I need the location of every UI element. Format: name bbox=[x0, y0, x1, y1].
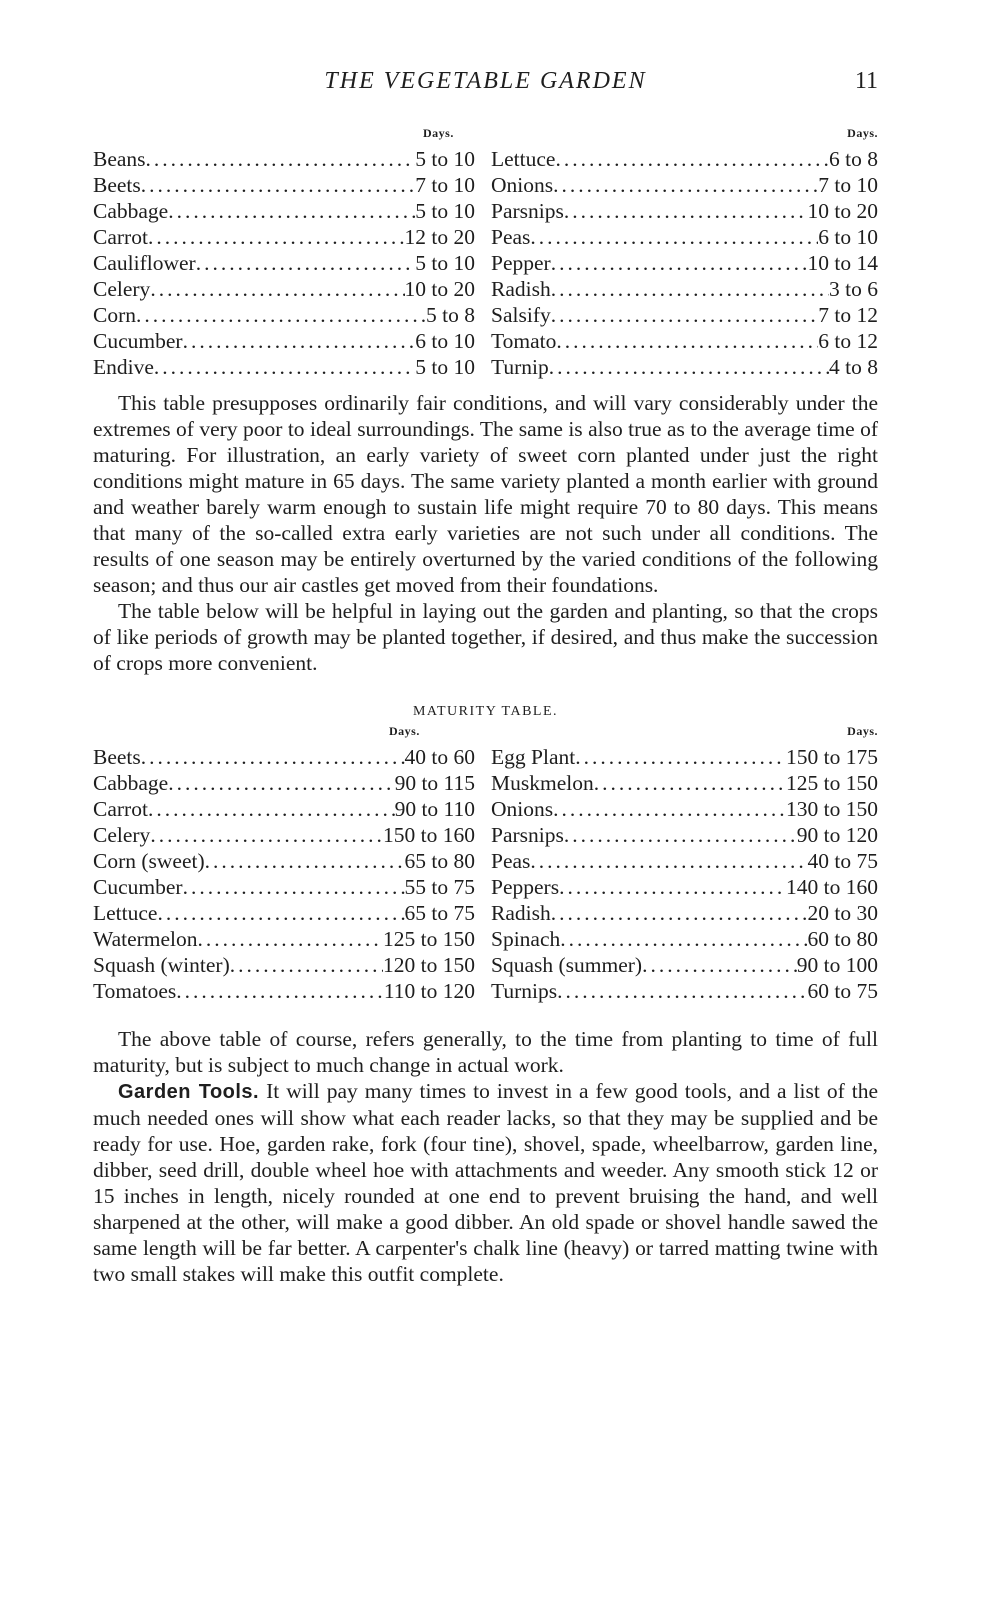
days-value: 125 to 150 bbox=[786, 771, 878, 795]
table-row bbox=[491, 952, 878, 978]
days-value: 40 to 75 bbox=[807, 849, 878, 873]
book-page bbox=[93, 68, 878, 1287]
paragraph: The table below will be helpful in laying out the garden and planting, so that the crops of like periods of growth may be planted together, if desired, and thus make the succession of crops more convenient. bbox=[93, 599, 878, 675]
table-row bbox=[491, 926, 878, 952]
vegetable-name: Parsnips bbox=[491, 823, 564, 847]
vegetable-name: Onions bbox=[491, 797, 554, 821]
vegetable-name: Corn bbox=[93, 303, 136, 327]
days-value: 6 to 10 bbox=[818, 225, 878, 249]
vegetable-name: Squash (winter) bbox=[93, 953, 230, 977]
days-value: 10 to 14 bbox=[807, 251, 878, 275]
vegetable-name: Salsify bbox=[491, 303, 551, 327]
leader-dots bbox=[564, 822, 797, 848]
days-value: 7 to 10 bbox=[415, 173, 475, 197]
table-row bbox=[93, 822, 475, 848]
leader-dots bbox=[559, 874, 786, 900]
germination-table bbox=[93, 146, 878, 380]
leader-dots bbox=[136, 302, 426, 328]
vegetable-name: Beets bbox=[93, 173, 141, 197]
vegetable-name: Tomatoes bbox=[93, 979, 177, 1003]
leader-dots bbox=[205, 848, 405, 874]
maturity-table-title: MATURITY TABLE. bbox=[412, 704, 559, 719]
vegetable-name: Lettuce bbox=[491, 147, 556, 171]
days-value: 90 to 120 bbox=[796, 823, 878, 847]
maturity-days-header bbox=[93, 724, 878, 744]
leader-dots bbox=[168, 770, 394, 796]
table-row bbox=[93, 952, 475, 978]
table-row bbox=[491, 276, 878, 302]
leader-dots bbox=[146, 146, 416, 172]
garden-tools-text: It will pay many times to invest in a few good tools, and a list of the much needed ones will show what each reader lacks, so that they may be supplied and be ready for use. Hoe, garden rake, fork (four tine), shovel, spade, wheelbarrow, garden line, dibber, seed drill, double wheel hoe with attachments and weeder. Any smooth stick 12 or 15 inches in length, nicely rounded at one end to prevent bruising the hand, and well sharpened at the other, will make a good dibber. An old spade or shovel handle sawed the same length will be far better. A carpenter's chalk line (heavy) or tarred matting twine with two small stakes will make this outfit complete. bbox=[93, 1079, 879, 1286]
running-title: THE VEGETABLE GARDEN bbox=[324, 68, 647, 94]
days-value: 150 to 160 bbox=[383, 823, 475, 847]
leader-dots bbox=[530, 848, 807, 874]
days-value: 5 to 10 bbox=[415, 355, 475, 379]
days-value: 5 to 10 bbox=[415, 251, 475, 275]
vegetable-name: Corn (sweet) bbox=[93, 849, 205, 873]
germination-table-left-column bbox=[93, 146, 475, 380]
vegetable-name: Lettuce bbox=[93, 901, 158, 925]
vegetable-name: Onions bbox=[491, 173, 554, 197]
leader-dots bbox=[553, 172, 818, 198]
days-value: 90 to 100 bbox=[796, 953, 878, 977]
table-row bbox=[491, 744, 878, 770]
vegetable-name: Radish bbox=[491, 901, 551, 925]
vegetable-name: Parsnips bbox=[491, 199, 564, 223]
vegetable-name: Cucumber bbox=[93, 329, 183, 353]
leader-dots bbox=[551, 302, 819, 328]
table-row bbox=[93, 198, 475, 224]
leader-dots bbox=[553, 796, 786, 822]
table-row bbox=[491, 172, 878, 198]
garden-tools-heading: Garden Tools. bbox=[118, 1081, 260, 1103]
leader-dots bbox=[551, 250, 808, 276]
leader-dots bbox=[148, 224, 405, 250]
leader-dots bbox=[549, 354, 829, 380]
leader-dots bbox=[154, 354, 415, 380]
table-row bbox=[93, 250, 475, 276]
leader-dots bbox=[176, 978, 384, 1004]
vegetable-name: Turnip bbox=[491, 355, 549, 379]
leader-dots bbox=[150, 822, 383, 848]
page-header bbox=[93, 68, 878, 104]
table-row bbox=[93, 848, 475, 874]
vegetable-name: Beets bbox=[93, 745, 141, 769]
leader-dots bbox=[594, 770, 786, 796]
table-row bbox=[93, 978, 475, 1004]
vegetable-name: Squash (summer) bbox=[491, 953, 643, 977]
maturity-table bbox=[93, 744, 878, 1004]
days-value: 65 to 80 bbox=[404, 849, 475, 873]
leader-dots bbox=[148, 796, 395, 822]
days-value: 60 to 75 bbox=[807, 979, 878, 1003]
days-value: 130 to 150 bbox=[786, 797, 878, 821]
days-label-right: Days. bbox=[847, 724, 878, 738]
leader-dots bbox=[555, 146, 829, 172]
leader-dots bbox=[196, 250, 416, 276]
leader-dots bbox=[168, 198, 415, 224]
days-value: 55 to 75 bbox=[404, 875, 475, 899]
days-value: 150 to 175 bbox=[786, 745, 878, 769]
days-value: 125 to 150 bbox=[383, 927, 475, 951]
table-row bbox=[491, 354, 878, 380]
leader-dots bbox=[557, 978, 807, 1004]
vegetable-name: Peas bbox=[491, 225, 531, 249]
days-value: 4 to 8 bbox=[829, 355, 878, 379]
days-value: 90 to 110 bbox=[394, 797, 475, 821]
table-row bbox=[491, 900, 878, 926]
vegetable-name: Radish bbox=[491, 277, 551, 301]
days-value: 90 to 115 bbox=[394, 771, 475, 795]
maturity-table-left-column bbox=[93, 744, 475, 1004]
vegetable-name: Cauliflower bbox=[93, 251, 196, 275]
maturity-table-right-column bbox=[475, 744, 878, 1004]
vegetable-name: Peppers bbox=[491, 875, 560, 899]
table-row bbox=[93, 302, 475, 328]
table-row bbox=[93, 744, 475, 770]
table-row bbox=[491, 146, 878, 172]
vegetable-name: Beans bbox=[93, 147, 146, 171]
leader-dots bbox=[556, 328, 818, 354]
leader-dots bbox=[530, 224, 818, 250]
leader-dots bbox=[551, 276, 829, 302]
days-value: 7 to 10 bbox=[818, 173, 878, 197]
germination-table-right-column bbox=[475, 146, 878, 380]
table-row bbox=[491, 978, 878, 1004]
vegetable-name: Spinach bbox=[491, 927, 561, 951]
table-row bbox=[491, 770, 878, 796]
table-row bbox=[93, 146, 475, 172]
days-value: 6 to 8 bbox=[829, 147, 878, 171]
table-row bbox=[491, 224, 878, 250]
days-value: 110 to 120 bbox=[383, 979, 475, 1003]
days-value: 7 to 12 bbox=[818, 303, 878, 327]
table-row bbox=[93, 926, 475, 952]
vegetable-name: Watermelon bbox=[93, 927, 198, 951]
leader-dots bbox=[157, 900, 404, 926]
days-value: 12 to 20 bbox=[404, 225, 475, 249]
days-value: 120 to 150 bbox=[383, 953, 475, 977]
leader-dots bbox=[642, 952, 797, 978]
vegetable-name: Celery bbox=[93, 277, 151, 301]
germination-days-header bbox=[93, 126, 878, 146]
table-row bbox=[93, 172, 475, 198]
table-row bbox=[491, 796, 878, 822]
vegetable-name: Celery bbox=[93, 823, 151, 847]
table-row bbox=[491, 250, 878, 276]
days-label-left: Days. bbox=[389, 724, 420, 738]
days-label-left: Days. bbox=[423, 126, 454, 140]
leader-dots bbox=[183, 328, 416, 354]
table-row bbox=[93, 874, 475, 900]
vegetable-name: Egg Plant bbox=[491, 745, 576, 769]
table-row bbox=[491, 848, 878, 874]
vegetable-name: Muskmelon bbox=[491, 771, 594, 795]
days-value: 40 to 60 bbox=[404, 745, 475, 769]
page-number: 11 bbox=[854, 68, 878, 94]
vegetable-name: Cabbage bbox=[93, 771, 169, 795]
days-value: 10 to 20 bbox=[404, 277, 475, 301]
garden-tools-paragraph bbox=[93, 1078, 878, 1287]
days-value: 10 to 20 bbox=[807, 199, 878, 223]
vegetable-name: Cucumber bbox=[93, 875, 183, 899]
days-value: 6 to 12 bbox=[818, 329, 878, 353]
leader-dots bbox=[575, 744, 786, 770]
vegetable-name: Carrot bbox=[93, 225, 148, 249]
table-row bbox=[93, 354, 475, 380]
table-row bbox=[491, 302, 878, 328]
body-text-2 bbox=[93, 1026, 878, 1287]
leader-dots bbox=[230, 952, 383, 978]
table-row bbox=[93, 900, 475, 926]
vegetable-name: Carrot bbox=[93, 797, 148, 821]
table-row bbox=[491, 328, 878, 354]
days-value: 5 to 10 bbox=[415, 147, 475, 171]
paragraph: This table presupposes ordinarily fair conditions, and will vary considerably under the extremes of very poor to ideal surroundings. The same is also true as to the average time of maturing. For illustration, an early variety of sweet corn planted under just the right conditions might mature in 65 days. The same variety planted a month earlier with ground and weather barely warm enough to sustain life might require 70 to 80 days. This means that many of the so-called extra early varieties are not such under all conditions. The results of one season may be entirely overturned by the varied conditions of the following season; and thus our air castles get moved from their foundations. bbox=[93, 391, 878, 597]
leader-dots bbox=[198, 926, 383, 952]
table-row bbox=[93, 224, 475, 250]
table-row bbox=[93, 796, 475, 822]
vegetable-name: Cabbage bbox=[93, 199, 169, 223]
days-value: 65 to 75 bbox=[404, 901, 475, 925]
vegetable-name: Endive bbox=[93, 355, 154, 379]
days-value: 20 to 30 bbox=[807, 901, 878, 925]
days-value: 140 to 160 bbox=[786, 875, 878, 899]
leader-dots bbox=[183, 874, 405, 900]
days-label-right: Days. bbox=[847, 126, 878, 140]
days-value: 5 to 8 bbox=[426, 303, 475, 327]
days-value: 60 to 80 bbox=[807, 927, 878, 951]
leader-dots bbox=[141, 744, 405, 770]
vegetable-name: Tomato bbox=[491, 329, 557, 353]
table-row bbox=[491, 198, 878, 224]
vegetable-name: Turnips bbox=[491, 979, 558, 1003]
table-row bbox=[93, 770, 475, 796]
days-value: 6 to 10 bbox=[415, 329, 475, 353]
vegetable-name: Pepper bbox=[491, 251, 551, 275]
leader-dots bbox=[150, 276, 404, 302]
vegetable-name: Peas bbox=[491, 849, 531, 873]
leader-dots bbox=[141, 172, 415, 198]
table-row bbox=[491, 874, 878, 900]
leader-dots bbox=[560, 926, 807, 952]
body-text-1 bbox=[93, 390, 878, 676]
days-value: 5 to 10 bbox=[415, 199, 475, 223]
days-value: 3 to 6 bbox=[829, 277, 878, 301]
leader-dots bbox=[551, 900, 808, 926]
leader-dots bbox=[564, 198, 808, 224]
table-row bbox=[93, 328, 475, 354]
table-row bbox=[491, 822, 878, 848]
paragraph: The above table of course, refers generally, to the time from planting to time of full maturity, but is subject to much change in actual work. bbox=[93, 1027, 878, 1077]
table-row bbox=[93, 276, 475, 302]
